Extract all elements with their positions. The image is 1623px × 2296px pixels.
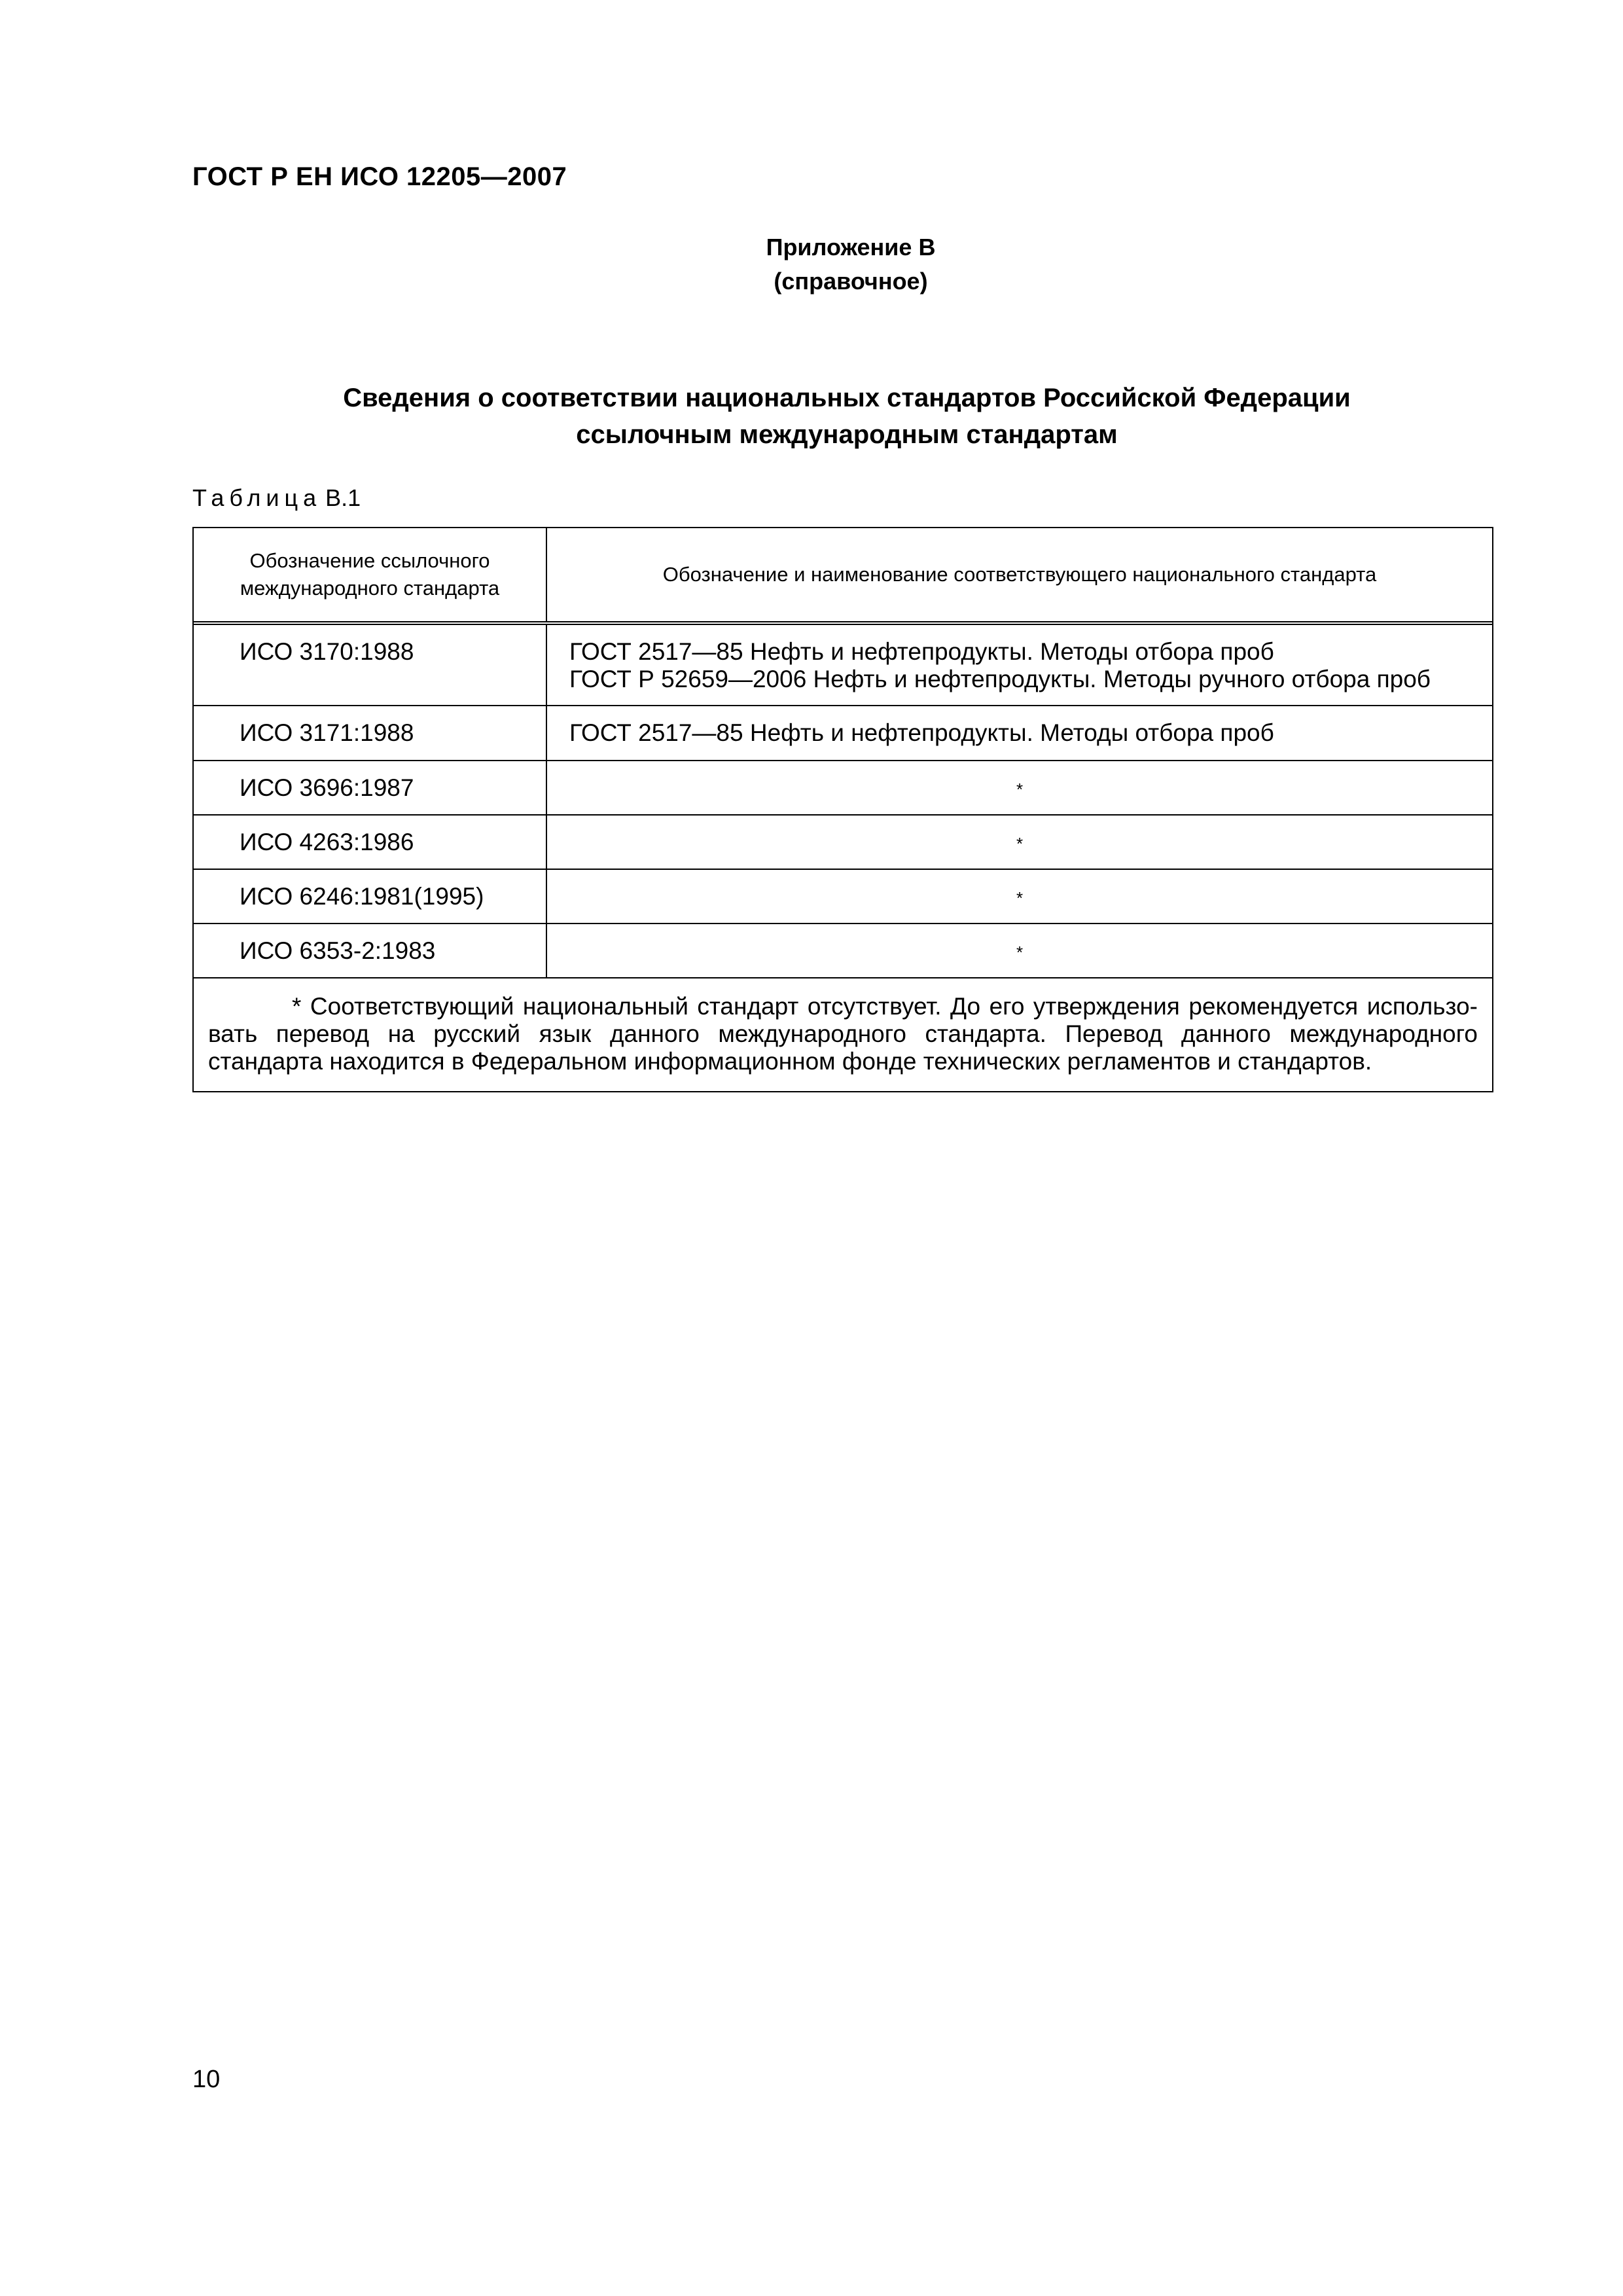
table-row: [194, 706, 1492, 761]
cell-intl-standard: ИСО 6353-2:1983: [194, 924, 547, 977]
standards-table: [192, 527, 1493, 1092]
document-header: ГОСТ Р ЕН ИСО 12205—2007: [192, 162, 567, 191]
table-row: [194, 761, 1492, 816]
annex-title-line2: ссылочным международным стандартам: [576, 420, 1118, 449]
table-header-row: [194, 528, 1492, 625]
table-row: [194, 870, 1492, 924]
annex-type: (справочное): [774, 268, 928, 295]
annex-label: Приложение В: [766, 234, 936, 260]
cell-intl-standard: ИСО 3696:1987: [194, 761, 547, 814]
annex-title-line1: Сведения о соответствии национальных стандартов Российской Федерации: [343, 384, 1351, 412]
cell-intl-standard: ИСО 3170:1988: [194, 625, 547, 705]
annex-title: [192, 380, 1501, 453]
header-cell-national: [547, 528, 1492, 621]
national-standard-line: ГОСТ 2517—85 Нефть и нефтепродукты. Методы отбора проб: [569, 719, 1274, 746]
table-row: [194, 625, 1492, 706]
cell-national-missing-marker: *: [1016, 780, 1024, 799]
footnote-text: * Соответствующий национальный стандарт отсутствует. До его утверждения рекомендуется использо-вать перевод на русский язык данного международного стандарта. Перевод данного международного стандарта находится в Федеральном информационном фонде технических регламентов и стандартов.: [208, 993, 1478, 1075]
annex-heading: [0, 230, 1623, 298]
page-number: 10: [192, 2066, 221, 2093]
cell-intl-standard: ИСО 6246:1981(1995): [194, 870, 547, 923]
cell-national-missing-marker: *: [1016, 942, 1024, 962]
table-label: Таблица: [192, 484, 322, 511]
table-row: [194, 924, 1492, 978]
national-standard-line: ГОСТ Р 52659—2006 Нефть и нефтепродукты. Методы ручного отбора проб: [569, 666, 1431, 692]
cell-national-standard: [547, 706, 1492, 760]
cell-national-standard: [547, 625, 1492, 705]
cell-national-missing-marker: *: [1016, 834, 1024, 853]
cell-intl-standard: ИСО 4263:1986: [194, 816, 547, 869]
table-row: [194, 816, 1492, 870]
cell-national-missing-marker: *: [1016, 888, 1024, 908]
cell-intl-standard: ИСО 3171:1988: [194, 706, 547, 760]
header-intl-line2: международного стандарта: [240, 577, 500, 600]
table-footnote: [194, 978, 1492, 1091]
header-intl-line1: Обозначение ссылочного: [249, 549, 490, 572]
national-standard-line: ГОСТ 2517—85 Нефть и нефтепродукты. Методы отбора проб: [569, 638, 1274, 665]
header-national-text: Обозначение и наименование соответствующего национального стандарта: [662, 563, 1377, 586]
table-number: В.1: [325, 484, 361, 511]
table-caption: [192, 484, 361, 512]
header-cell-intl: [194, 528, 547, 621]
